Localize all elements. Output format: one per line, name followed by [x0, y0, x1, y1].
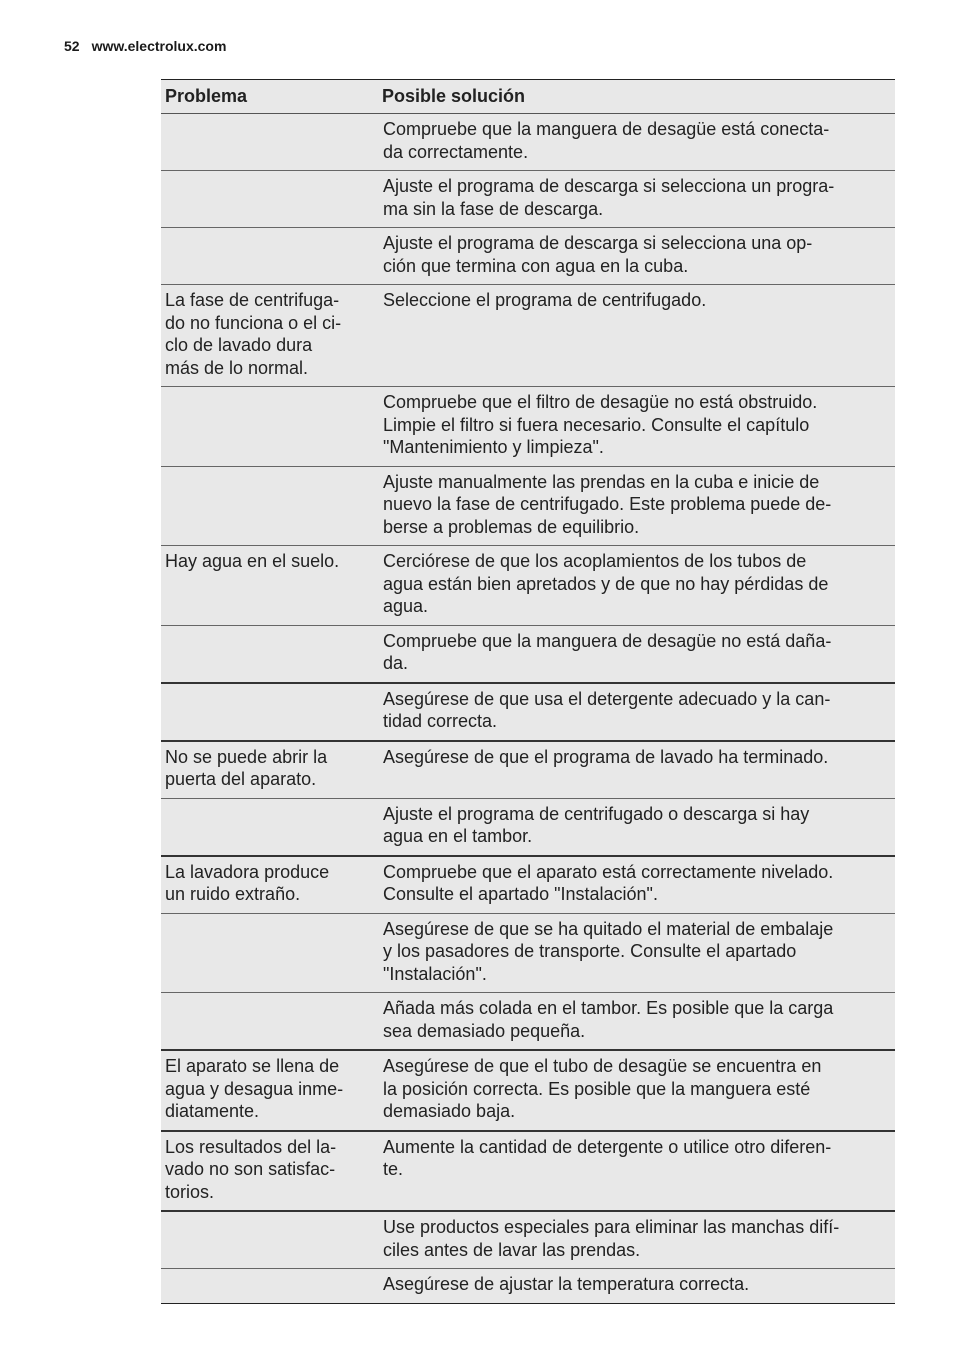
problem-text-line: Los resultados del la-	[165, 1136, 337, 1157]
solution-text-line: Compruebe que el aparato está correctamente nivelado.	[383, 861, 834, 882]
table-row	[161, 1131, 895, 1212]
table-row	[161, 913, 895, 993]
solution-cell	[378, 913, 895, 993]
page-number: 52	[64, 38, 80, 54]
solution-text-line: da correctamente.	[383, 141, 529, 162]
solution-text-line: Asegúrese de que el programa de lavado ha terminado.	[383, 746, 829, 767]
table-body	[161, 114, 895, 1304]
problem-cell	[161, 546, 378, 626]
solution-cell	[378, 683, 895, 741]
solution-text-line: Use productos especiales para eliminar las manchas difí-	[383, 1217, 840, 1237]
solution-cell	[378, 1131, 895, 1212]
solution-text-line: da.	[383, 653, 409, 673]
solution-cell	[378, 741, 895, 799]
solution-cell	[378, 856, 895, 914]
problem-cell	[161, 114, 378, 171]
problem-cell	[161, 285, 378, 387]
solution-text-line: Limpie el filtro si fuera necesario. Consulte el capítulo	[383, 414, 810, 435]
solution-text-line: demasiado baja.	[383, 1101, 516, 1121]
problem-cell	[161, 1269, 378, 1304]
table-row	[161, 1269, 895, 1304]
solution-text-line: Asegúrese de que se ha quitado el material de embalaje	[383, 918, 834, 939]
page-header	[64, 38, 226, 54]
solution-cell	[378, 285, 895, 387]
problem-cell	[161, 1131, 378, 1212]
table-row	[161, 856, 895, 914]
solution-text-line: Aumente la cantidad de detergente o utilice otro diferen-	[383, 1136, 832, 1157]
problem-cell	[161, 466, 378, 546]
table-header-row	[161, 80, 895, 114]
problem-text-line: do no funciona o el ci-	[165, 312, 342, 333]
problem-cell	[161, 993, 378, 1051]
table-row	[161, 1050, 895, 1131]
problem-text-line: puerta del aparato.	[165, 769, 317, 789]
solution-text-line: te.	[383, 1159, 404, 1179]
solution-text-line: sea demasiado pequeña.	[383, 1020, 586, 1041]
solution-text-line: Ajuste el programa de descarga si selecciona un progra-	[383, 176, 835, 196]
problem-cell	[161, 741, 378, 799]
column-header-solution: Posible solución	[378, 80, 895, 114]
table-row	[161, 1211, 895, 1269]
problem-cell	[161, 625, 378, 683]
solution-cell	[378, 387, 895, 467]
table-row	[161, 171, 895, 228]
problem-cell	[161, 683, 378, 741]
table-row	[161, 741, 895, 799]
table-row	[161, 798, 895, 856]
website-url: www.electrolux.com	[91, 38, 227, 54]
problem-cell	[161, 856, 378, 914]
problem-text-line: vado no son satisfac-	[165, 1159, 336, 1179]
problem-cell	[161, 1050, 378, 1131]
solution-text-line: Cerciórese de que los acoplamientos de los tubos de	[383, 551, 807, 571]
solution-text-line: nuevo la fase de centrifugado. Este problema puede de-	[383, 494, 832, 514]
problem-text-line: un ruido extraño.	[165, 884, 301, 904]
solution-text-line: Asegúrese de ajustar la temperatura correcta.	[383, 1274, 750, 1294]
table-row	[161, 683, 895, 741]
solution-text-line: ción que termina con agua en la cuba.	[383, 255, 689, 276]
solution-text-line: berse a problemas de equilibrio.	[383, 516, 640, 537]
solution-text-line: Seleccione el programa de centrifugado.	[383, 290, 707, 310]
solution-text-line: y los pasadores de transporte. Consulte el apartado	[383, 941, 797, 961]
solution-text-line: Ajuste manualmente las prendas en la cuba e inicie de	[383, 471, 820, 492]
solution-text-line: Asegúrese de que el tubo de desagüe se encuentra en	[383, 1056, 822, 1076]
solution-text-line: Consulte el apartado "Instalación".	[383, 884, 658, 904]
problem-cell	[161, 228, 378, 285]
problem-cell	[161, 1211, 378, 1269]
solution-text-line: Ajuste el programa de descarga si selecciona una op-	[383, 233, 813, 253]
problem-text-line: diatamente.	[165, 1101, 260, 1121]
problem-text-line: La lavadora produce	[165, 861, 330, 882]
problem-text-line: El aparato se llena de	[165, 1056, 340, 1076]
solution-text-line: Añada más colada en el tambor. Es posible que la carga	[383, 998, 834, 1018]
problem-text-line: No se puede abrir la	[165, 746, 328, 767]
solution-cell	[378, 798, 895, 856]
solution-text-line: agua están bien apretados y de que no hay pérdidas de	[383, 573, 829, 594]
solution-cell	[378, 466, 895, 546]
solution-cell	[378, 171, 895, 228]
problem-text-line: Hay agua en el suelo.	[165, 551, 340, 571]
problem-text-line: La fase de centrifuga-	[165, 290, 340, 310]
solution-text-line: Compruebe que la manguera de desagüe está conecta-	[383, 119, 830, 139]
table-row	[161, 993, 895, 1051]
solution-cell	[378, 228, 895, 285]
table-row	[161, 285, 895, 387]
solution-text-line: "Instalación".	[383, 963, 487, 984]
solution-text-line: ma sin la fase de descarga.	[383, 198, 604, 219]
table-row	[161, 387, 895, 467]
problem-cell	[161, 387, 378, 467]
problem-cell	[161, 171, 378, 228]
solution-cell	[378, 1211, 895, 1269]
solution-text-line: ciles antes de lavar las prendas.	[383, 1239, 641, 1260]
solution-cell	[378, 625, 895, 683]
problem-cell	[161, 913, 378, 993]
problem-text-line: torios.	[165, 1181, 215, 1202]
troubleshooting-table	[161, 79, 895, 1304]
solution-text-line: Compruebe que el filtro de desagüe no está obstruido.	[383, 392, 818, 412]
problem-text-line: agua y desagua inme-	[165, 1078, 344, 1099]
column-header-problem: Problema	[161, 80, 378, 114]
table-row	[161, 466, 895, 546]
solution-cell	[378, 546, 895, 626]
solution-text-line: Compruebe que la manguera de desagüe no está daña-	[383, 630, 832, 651]
table-row	[161, 546, 895, 626]
solution-cell	[378, 114, 895, 171]
solution-text-line: agua.	[383, 596, 429, 616]
solution-text-line: agua en el tambor.	[383, 826, 533, 846]
problem-text-line: más de lo normal.	[165, 357, 309, 378]
solution-cell	[378, 993, 895, 1051]
solution-cell	[378, 1050, 895, 1131]
problem-cell	[161, 798, 378, 856]
solution-text-line: Ajuste el programa de centrifugado o descarga si hay	[383, 803, 810, 824]
table-row	[161, 625, 895, 683]
problem-text-line: clo de lavado dura	[165, 335, 313, 355]
solution-text-line: Asegúrese de que usa el detergente adecuado y la can-	[383, 688, 831, 709]
solution-text-line: "Mantenimiento y limpieza".	[383, 437, 604, 457]
solution-text-line: tidad correcta.	[383, 711, 498, 731]
solution-text-line: la posición correcta. Es posible que la manguera esté	[383, 1078, 811, 1099]
table-row	[161, 114, 895, 171]
solution-cell	[378, 1269, 895, 1304]
table-row	[161, 228, 895, 285]
